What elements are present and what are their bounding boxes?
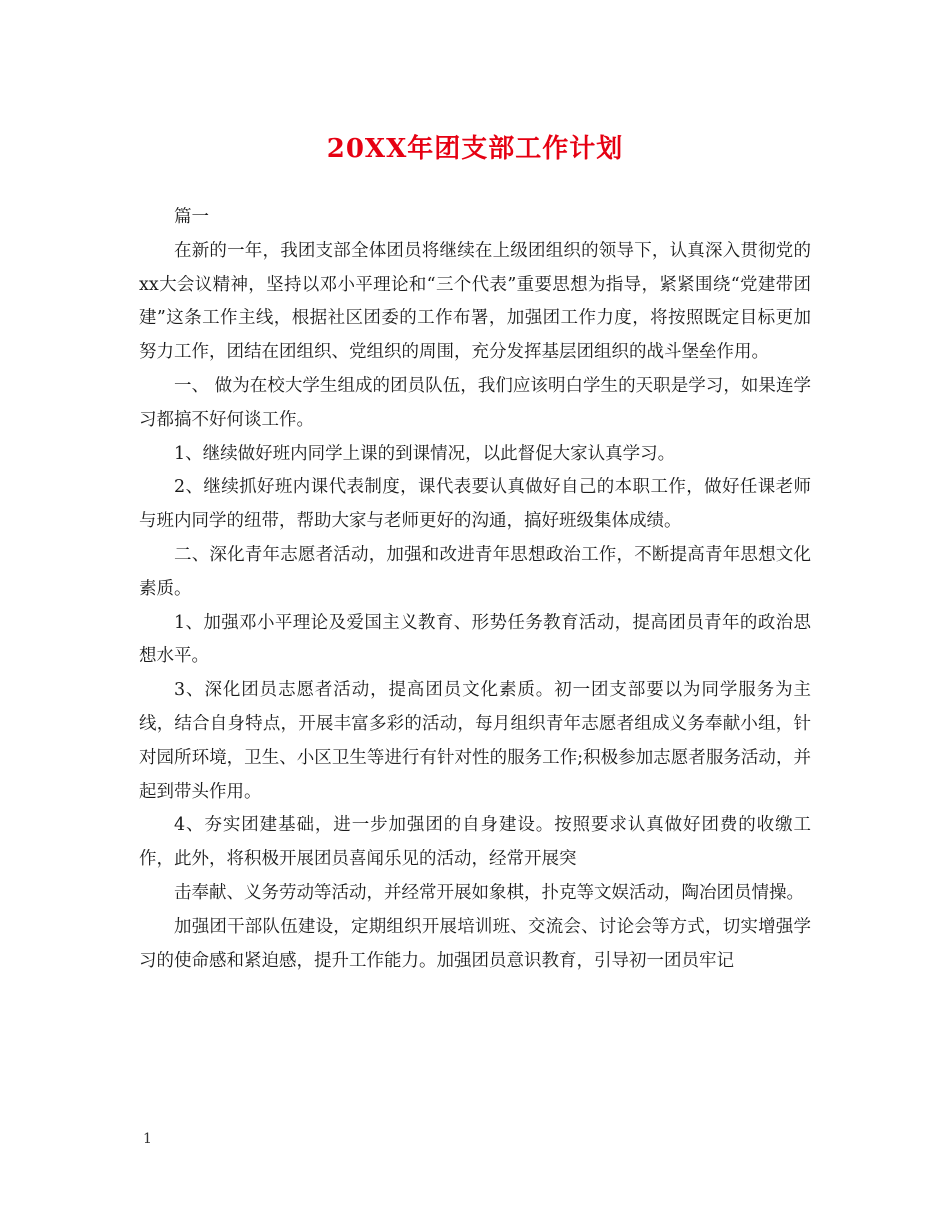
paragraph: 加强团干部队伍建设，定期组织开展培训班、交流会、讨论会等方式，切实增强学习的使命感和紧迫感，提升工作能力。加强团员意识教育，引导初一团员牢记 bbox=[139, 916, 811, 971]
paragraph: 1、加强邓小平理论及爱国主义教育、形势任务教育活动，提高团员青年的政治思想水平。 bbox=[139, 612, 811, 667]
page-number: 1 bbox=[143, 1131, 152, 1147]
paragraph: 2、继续抓好班内课代表制度，课代表要认真做好自己的本职工作，做好任课老师与班内同学的纽带，帮助大家与老师更好的沟通，搞好班级集体成绩。 bbox=[139, 477, 811, 532]
paragraph: 在新的一年，我团支部全体团员将继续在上级团组织的领导下，认真深入贯彻党的xx大会议精神，坚持以邓小平理论和“三个代表”重要思想为指导，紧紧围绕“党建带团建”这条工作主线，根据社区团委的工作布署，加强团工作力度，将按照既定目标更加努力工作，团结在团组织、党组织的周围，充分发挥基层团组织的战斗堡垒作用。 bbox=[139, 240, 811, 363]
document-body bbox=[139, 201, 811, 978]
paragraph: 3、深化团员志愿者活动，提高团员文化素质。初一团支部要以为同学服务为主线，结合自身特点，开展丰富多彩的活动，每月组织青年志愿者组成义务奉献小组，针对园所环境，卫生、小区卫生等进行有针对性的服务工作;积极参加志愿者服务活动，并起到带头作用。 bbox=[139, 680, 811, 802]
paragraph: 1、继续做好班内同学上课的到课情况，以此督促大家认真学习。 bbox=[174, 443, 676, 464]
document-title: 20XX年团支部工作计划 bbox=[326, 134, 624, 164]
paragraph: 一、 做为在校大学生组成的团员队伍，我们应该明白学生的天职是学习，如果连学习都搞不好何谈工作。 bbox=[139, 375, 811, 430]
paragraph: 二、深化青年志愿者活动，加强和改进青年思想政治工作，不断提高青年思想文化素质。 bbox=[139, 544, 811, 599]
paragraph: 击奉献、义务劳动等活动，并经常开展如象棋，扑克等文娱活动，陶冶团员情操。 bbox=[174, 882, 804, 903]
paragraph-section-label: 篇一 bbox=[174, 207, 209, 227]
paragraph: 4、夯实团建基础，进一步加强团的自身建设。按照要求认真做好团费的收缴工作，此外，将积极开展团员喜闻乐见的活动，经常开展突 bbox=[139, 815, 811, 870]
